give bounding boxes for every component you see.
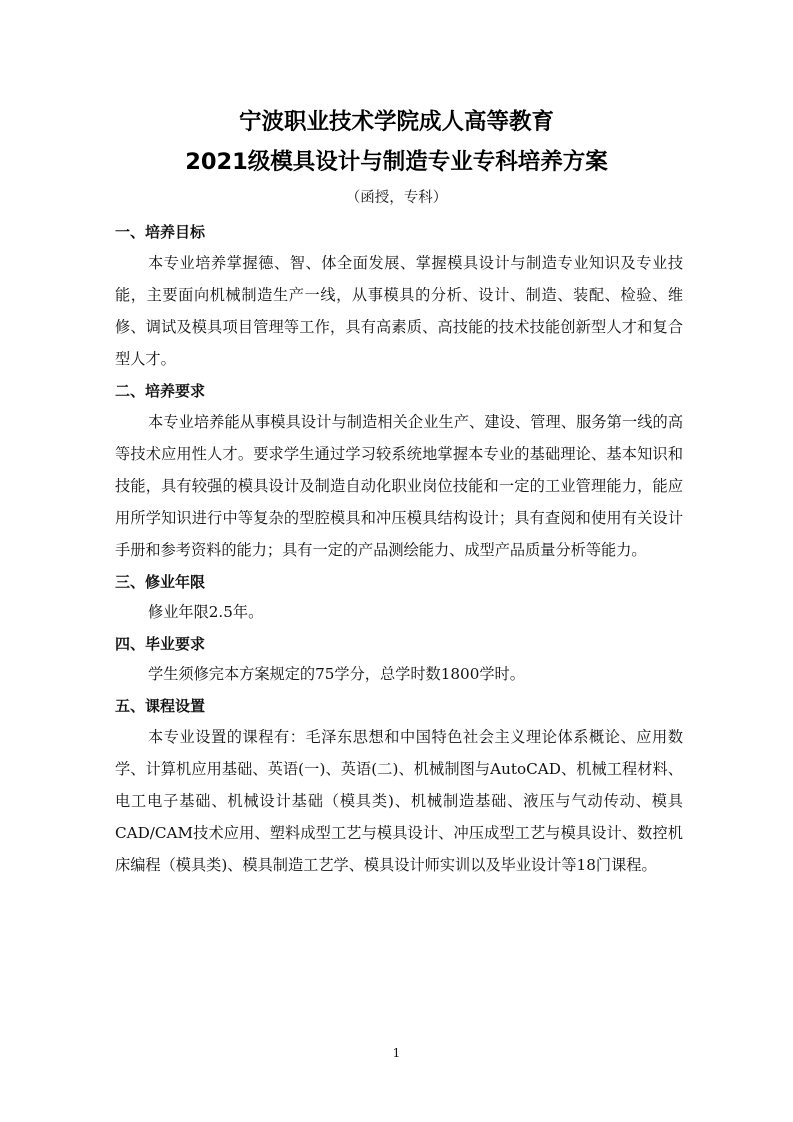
page-number: 1 bbox=[392, 1046, 401, 1060]
section-paragraph: 本专业培养能从事模具设计与制造相关企业生产、建设、管理、服务第一线的高等技术应用性人才。要求学生通过学习较系统地掌握本专业的基础理论、基本知识和技能，具有较强的模具设计及制造自动化职业岗位技能和一定的工业管理能力，能应用所学知识进行中等复杂的型腔模具和冲压模具结构设计；具有查阅和使用有关设计手册和参考资料的能力；具有一定的产品测绘能力、成型产品质量分析等能力。 bbox=[115, 413, 683, 559]
document-title-line2: 2021级模具设计与制造专业专科培养方案 bbox=[185, 149, 608, 175]
document-title-line1: 宁波职业技术学院成人高等教育 bbox=[238, 109, 554, 135]
document-body bbox=[115, 216, 683, 886]
section-graduation-requirements bbox=[115, 633, 683, 690]
section-paragraph: 本专业设置的课程有：毛泽东思想和中国特色社会主义理论体系概论、应用数学、计算机应用基础、英语(一)、英语(二)、机械制图与AutoCAD、机械工程材料、电工电子基础、机械设计基础（模具类)、机械制造基础、液压与气动传动、模具CAD/CAM技术应用、塑料成型工艺与模具设计、冲压成型工艺与模具设计、数控机床编程（模具类)、模具制造工艺学、模具设计师实训以及毕业设计等18门课程。 bbox=[115, 728, 683, 874]
section-training-requirements bbox=[115, 380, 683, 566]
section-heading: 二、培养要求 bbox=[115, 382, 206, 400]
section-study-duration bbox=[115, 571, 683, 628]
section-paragraph: 本专业培养掌握德、智、体全面发展、掌握模具设计与制造专业知识及专业技能，主要面向机械制造生产一线，从事模具的分析、设计、制造、装配、检验、维修、调试及模具项目管理等工作，具有高素质、高技能的技术技能创新型人才和复合型人才。 bbox=[115, 254, 683, 368]
section-heading: 五、课程设置 bbox=[115, 697, 206, 715]
section-curriculum bbox=[115, 695, 683, 881]
section-paragraph: 修业年限2.5年。 bbox=[148, 603, 264, 621]
section-paragraph: 学生须修完本方案规定的75学分，总学时数1800学时。 bbox=[148, 665, 525, 683]
document-subtitle: （函授，专科） bbox=[345, 190, 448, 206]
section-heading: 四、毕业要求 bbox=[115, 635, 206, 653]
section-training-goal bbox=[115, 221, 683, 375]
section-heading: 一、培养目标 bbox=[115, 223, 206, 241]
section-heading: 三、修业年限 bbox=[115, 573, 206, 591]
